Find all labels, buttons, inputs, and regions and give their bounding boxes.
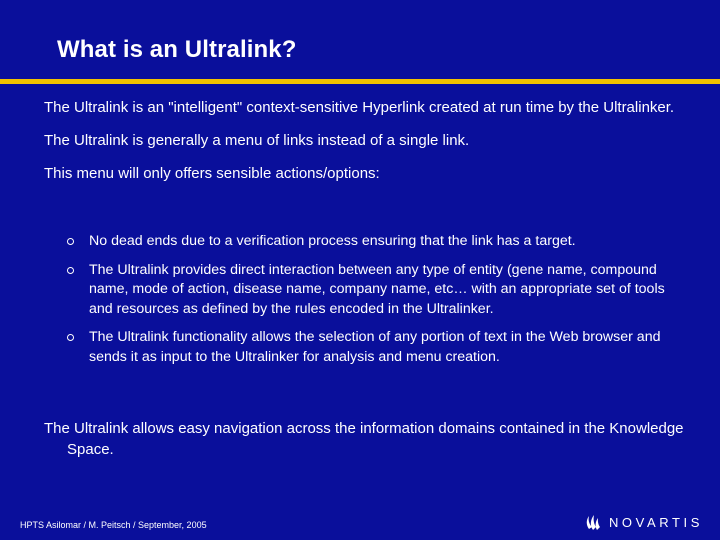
title-underline bbox=[0, 79, 720, 84]
brand-logo bbox=[585, 512, 703, 532]
bullet-circle-icon bbox=[67, 267, 74, 274]
bullet-text: The Ultralink functionality allows the selection of any portion of text in the Web browser and sends it as input to the Ultralinker for analysis and menu creation. bbox=[89, 329, 661, 365]
body-paragraph: The Ultralink is an "intelligent" context-sensitive Hyperlink created at run time by the Ultralinker. bbox=[44, 99, 675, 116]
bullet-list bbox=[66, 232, 666, 367]
body-paragraph: The Ultralink is generally a menu of links instead of a single link. bbox=[44, 132, 470, 149]
footer-citation: HPTS Asilomar / M. Peitsch / September, 2005 bbox=[20, 520, 207, 530]
slide-title: What is an Ultralink? bbox=[57, 36, 297, 63]
closing-paragraph: The Ultralink allows easy navigation across the information domains contained in the Knowledge Space. bbox=[44, 420, 684, 458]
brand-wordmark: NOVARTIS bbox=[608, 514, 703, 530]
bullet-item bbox=[66, 261, 666, 320]
novartis-flame-icon bbox=[585, 512, 603, 532]
bullet-item bbox=[66, 232, 666, 252]
bullet-text: No dead ends due to a verification process ensuring that the link has a target. bbox=[89, 233, 576, 249]
bullet-circle-icon bbox=[67, 238, 74, 245]
slide-body bbox=[44, 98, 694, 184]
bullet-circle-icon bbox=[67, 334, 74, 341]
bullet-text: The Ultralink provides direct interaction between any type of entity (gene name, compound name, mode of action, disease name, company name, etc… with an appropriate set of tools and resources as defined by the rules encoded in the Ultralinker. bbox=[89, 261, 665, 317]
bullet-item bbox=[66, 328, 666, 367]
body-paragraph: This menu will only offers sensible actions/options: bbox=[44, 165, 380, 182]
